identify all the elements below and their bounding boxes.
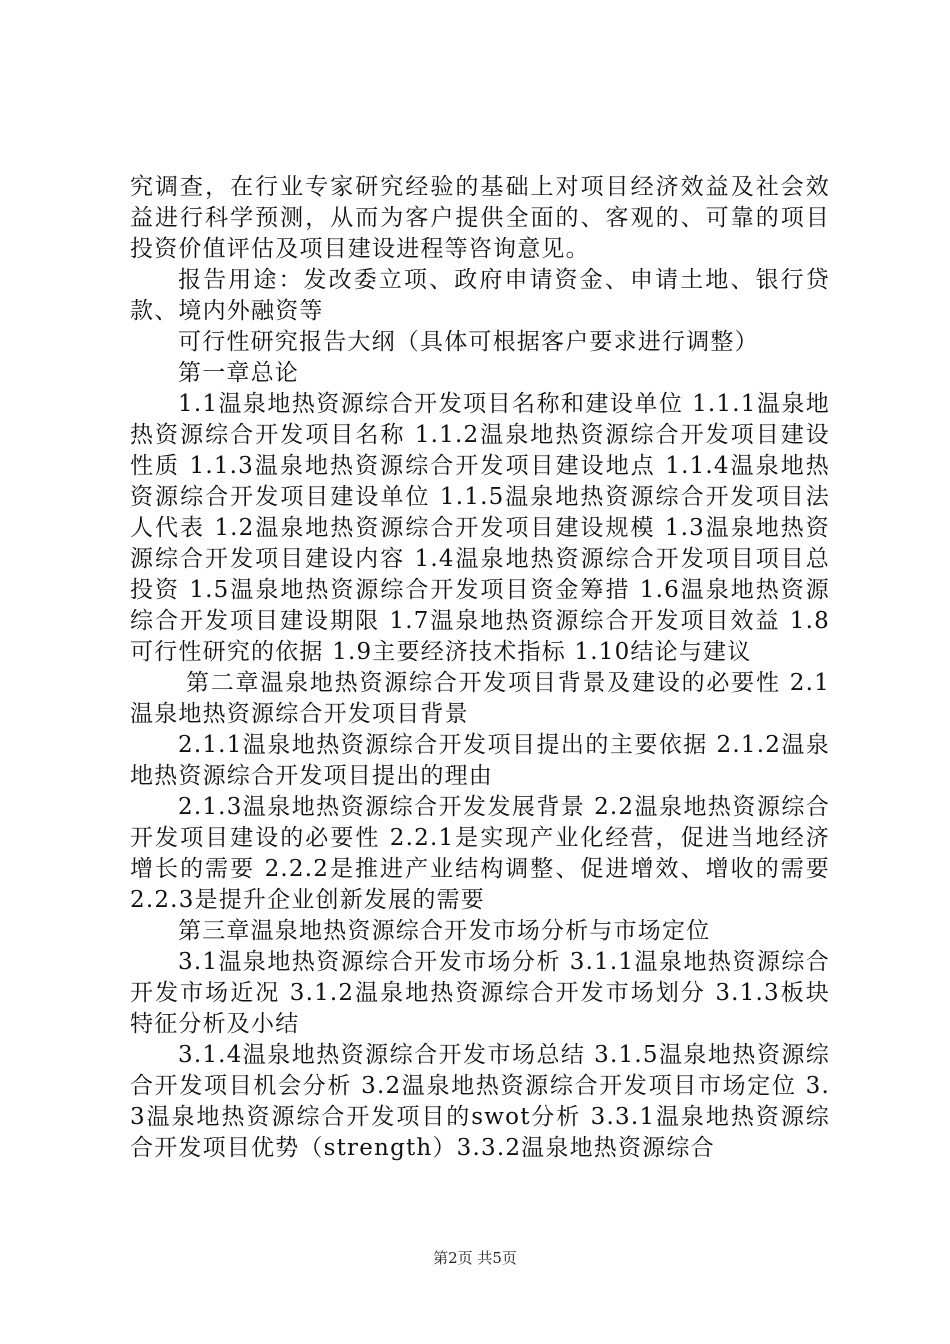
paragraph-outline-title: 可行性研究报告大纲（具体可根据客户要求进行调整） [178, 329, 759, 355]
chapter-2-heading: 第二章温泉地热资源综合开发项目背景及建设的必要性 2.1温泉地热资源综合开发项目背景 [130, 670, 830, 727]
chapter-2-section-1: 2.1.1温泉地热资源综合开发项目提出的主要依据 2.1.2温泉地热资源综合开发项目提出的理由 [130, 732, 830, 789]
chapter-3-heading: 第三章温泉地热资源综合开发市场分析与市场定位 [178, 918, 711, 944]
chapter-3-section-1: 3.1温泉地热资源综合开发市场分析 3.1.1温泉地热资源综合开发市场近况 3.1.2温泉地热资源综合开发市场划分 3.1.3板块特征分析及小结 [130, 949, 830, 1037]
chapter-1-heading: 第一章总论 [178, 360, 299, 386]
chapter-3-section-2: 3.1.4温泉地热资源综合开发市场总结 3.1.5温泉地热资源综合开发项目机会分析 3.2温泉地热资源综合开发项目市场定位 3.3温泉地热资源综合开发项目的swot分析 3.3.1温泉地热资源综合开发项目优势（strength）3.3.2温泉地热资源综合 [130, 1042, 830, 1161]
paragraph-intro-continued: 究调查，在行业专家研究经验的基础上对项目经济效益及社会效益进行科学预测，从而为客户提供全面的、客观的、可靠的项目投资价值评估及项目建设进程等咨询意见。 [130, 174, 830, 262]
page-number-footer: 第2页 共5页 [433, 1249, 517, 1267]
chapter-1-contents: 1.1温泉地热资源综合开发项目名称和建设单位 1.1.1温泉地热资源综合开发项目名称 1.1.2温泉地热资源综合开发项目建设性质 1.1.3温泉地热资源综合开发项目建设地点 1.1.4温泉地热资源综合开发项目建设单位 1.1.5温泉地热资源综合开发项目法人代表 1.2温泉地热资源综合开发项目建设规模 1.3温泉地热资源综合开发项目建设内容 1.4温泉地热资源综合开发项目项目总投资 1.5温泉地热资源综合开发项目资金筹措 1.6温泉地热资源综合开发项目建设期限 1.7温泉地热资源综合开发项目效益 1.8可行性研究的依据 1.9主要经济技术指标 1.10结论与建议 [130, 391, 830, 665]
chapter-2-section-2: 2.1.3温泉地热资源综合开发发展背景 2.2温泉地热资源综合开发项目建设的必要性 2.2.1是实现产业化经营，促进当地经济增长的需要 2.2.2是推进产业结构调整、促进增效、增收的需要 2.2.3是提升企业创新发展的需要 [130, 794, 830, 913]
document-body [130, 172, 830, 1164]
paragraph-report-usage: 报告用途：发改委立项、政府申请资金、申请土地、银行贷款、境内外融资等 [130, 267, 830, 324]
